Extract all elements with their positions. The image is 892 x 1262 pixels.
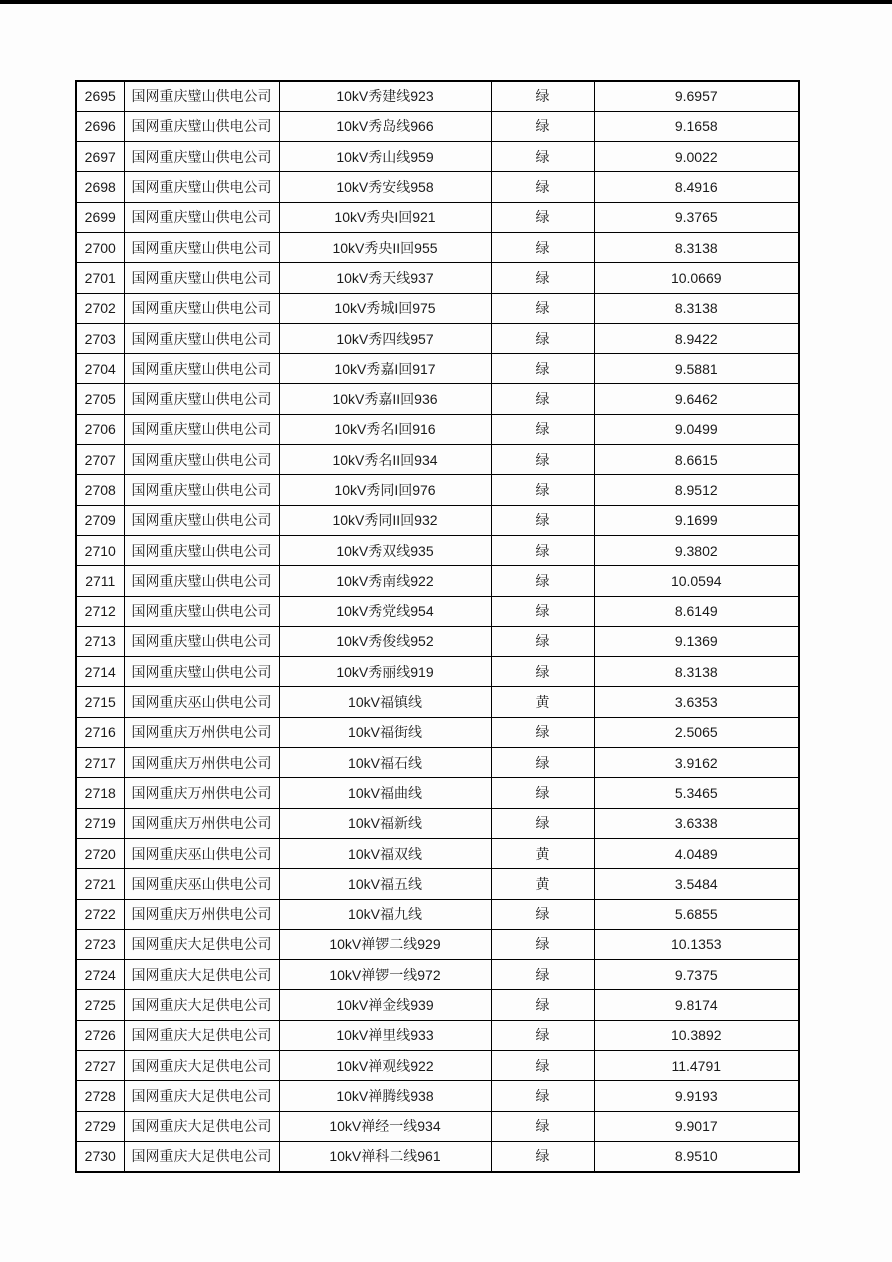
line-name-cell: 10kV福石线 (279, 748, 491, 778)
table-row (76, 505, 799, 535)
line-name-cell: 10kV禅经一线934 (279, 1111, 491, 1141)
line-name-cell: 10kV秀天线937 (279, 263, 491, 293)
value-cell: 9.5881 (594, 354, 799, 384)
value-cell: 9.9017 (594, 1111, 799, 1141)
status-cell: 绿 (491, 748, 594, 778)
company-cell: 国网重庆璧山供电公司 (124, 81, 279, 111)
line-name-cell: 10kV秀双线935 (279, 535, 491, 565)
status-cell: 黄 (491, 838, 594, 868)
value-cell: 8.4916 (594, 172, 799, 202)
table-row (76, 1141, 799, 1171)
row-number-cell: 2698 (76, 172, 124, 202)
value-cell: 8.3138 (594, 657, 799, 687)
line-name-cell: 10kV秀南线922 (279, 566, 491, 596)
value-cell: 3.6353 (594, 687, 799, 717)
row-number-cell: 2705 (76, 384, 124, 414)
row-number-cell: 2709 (76, 505, 124, 535)
value-cell: 10.3892 (594, 1020, 799, 1050)
line-name-cell: 10kV秀嘉II回936 (279, 384, 491, 414)
row-number-cell: 2695 (76, 81, 124, 111)
line-name-cell: 10kV禅腾线938 (279, 1081, 491, 1111)
row-number-cell: 2721 (76, 869, 124, 899)
row-number-cell: 2729 (76, 1111, 124, 1141)
row-number-cell: 2701 (76, 263, 124, 293)
row-number-cell: 2703 (76, 323, 124, 353)
table-row (76, 960, 799, 990)
company-cell: 国网重庆璧山供电公司 (124, 414, 279, 444)
company-cell: 国网重庆璧山供电公司 (124, 172, 279, 202)
value-cell: 9.0499 (594, 414, 799, 444)
row-number-cell: 2714 (76, 657, 124, 687)
table-row (76, 293, 799, 323)
value-cell: 8.9512 (594, 475, 799, 505)
row-number-cell: 2718 (76, 778, 124, 808)
row-number-cell: 2716 (76, 717, 124, 747)
company-cell: 国网重庆璧山供电公司 (124, 626, 279, 656)
line-name-cell: 10kV禅里线933 (279, 1020, 491, 1050)
status-cell: 绿 (491, 445, 594, 475)
row-number-cell: 2726 (76, 1020, 124, 1050)
table-row (76, 778, 799, 808)
value-cell: 8.6615 (594, 445, 799, 475)
table-row (76, 596, 799, 626)
line-name-cell: 10kV禅锣一线972 (279, 960, 491, 990)
status-cell: 绿 (491, 323, 594, 353)
table-row (76, 838, 799, 868)
table-row (76, 323, 799, 353)
table-row (76, 263, 799, 293)
company-cell: 国网重庆大足供电公司 (124, 1051, 279, 1081)
table-row (76, 1051, 799, 1081)
status-cell: 绿 (491, 354, 594, 384)
line-name-cell: 10kV秀党线954 (279, 596, 491, 626)
line-name-cell: 10kV福九线 (279, 899, 491, 929)
row-number-cell: 2704 (76, 354, 124, 384)
value-cell: 2.5065 (594, 717, 799, 747)
company-cell: 国网重庆大足供电公司 (124, 1111, 279, 1141)
company-cell: 国网重庆璧山供电公司 (124, 202, 279, 232)
company-cell: 国网重庆万州供电公司 (124, 899, 279, 929)
status-cell: 绿 (491, 505, 594, 535)
company-cell: 国网重庆璧山供电公司 (124, 657, 279, 687)
value-cell: 9.9193 (594, 1081, 799, 1111)
line-name-cell: 10kV秀央II回955 (279, 232, 491, 262)
value-cell: 8.6149 (594, 596, 799, 626)
table-row (76, 475, 799, 505)
status-cell: 绿 (491, 475, 594, 505)
line-name-cell: 10kV秀名II回934 (279, 445, 491, 475)
value-cell: 8.3138 (594, 293, 799, 323)
row-number-cell: 2720 (76, 838, 124, 868)
company-cell: 国网重庆万州供电公司 (124, 748, 279, 778)
line-name-cell: 10kV秀安线958 (279, 172, 491, 202)
company-cell: 国网重庆大足供电公司 (124, 1081, 279, 1111)
status-cell: 绿 (491, 1141, 594, 1171)
table-row (76, 445, 799, 475)
row-number-cell: 2702 (76, 293, 124, 323)
company-cell: 国网重庆璧山供电公司 (124, 535, 279, 565)
table-row (76, 990, 799, 1020)
table-body (76, 81, 799, 1172)
line-name-cell: 10kV秀名I回916 (279, 414, 491, 444)
company-cell: 国网重庆巫山供电公司 (124, 869, 279, 899)
status-cell: 绿 (491, 990, 594, 1020)
row-number-cell: 2699 (76, 202, 124, 232)
row-number-cell: 2730 (76, 1141, 124, 1171)
line-name-cell: 10kV福镇线 (279, 687, 491, 717)
line-name-cell: 10kV秀建线923 (279, 81, 491, 111)
company-cell: 国网重庆大足供电公司 (124, 929, 279, 959)
row-number-cell: 2696 (76, 111, 124, 141)
line-name-cell: 10kV福曲线 (279, 778, 491, 808)
status-cell: 绿 (491, 1081, 594, 1111)
status-cell: 绿 (491, 899, 594, 929)
status-cell: 绿 (491, 232, 594, 262)
table-row (76, 657, 799, 687)
table-row (76, 535, 799, 565)
company-cell: 国网重庆璧山供电公司 (124, 384, 279, 414)
value-cell: 9.0022 (594, 142, 799, 172)
table-row (76, 81, 799, 111)
line-name-cell: 10kV秀嘉I回917 (279, 354, 491, 384)
company-cell: 国网重庆璧山供电公司 (124, 111, 279, 141)
value-cell: 9.8174 (594, 990, 799, 1020)
line-name-cell: 10kV秀岛线966 (279, 111, 491, 141)
row-number-cell: 2725 (76, 990, 124, 1020)
company-cell: 国网重庆大足供电公司 (124, 990, 279, 1020)
value-cell: 9.1658 (594, 111, 799, 141)
value-cell: 10.1353 (594, 929, 799, 959)
company-cell: 国网重庆璧山供电公司 (124, 445, 279, 475)
line-name-cell: 10kV秀同I回976 (279, 475, 491, 505)
line-name-cell: 10kV福双线 (279, 838, 491, 868)
table-row (76, 232, 799, 262)
status-cell: 绿 (491, 960, 594, 990)
status-cell: 黄 (491, 687, 594, 717)
line-name-cell: 10kV秀城I回975 (279, 293, 491, 323)
line-name-cell: 10kV禅金线939 (279, 990, 491, 1020)
company-cell: 国网重庆璧山供电公司 (124, 596, 279, 626)
status-cell: 绿 (491, 535, 594, 565)
row-number-cell: 2727 (76, 1051, 124, 1081)
value-cell: 9.7375 (594, 960, 799, 990)
value-cell: 5.6855 (594, 899, 799, 929)
company-cell: 国网重庆大足供电公司 (124, 1020, 279, 1050)
status-cell: 绿 (491, 717, 594, 747)
value-cell: 9.6462 (594, 384, 799, 414)
table-row (76, 899, 799, 929)
company-cell: 国网重庆巫山供电公司 (124, 687, 279, 717)
company-cell: 国网重庆璧山供电公司 (124, 232, 279, 262)
value-cell: 10.0594 (594, 566, 799, 596)
table-row (76, 687, 799, 717)
company-cell: 国网重庆万州供电公司 (124, 717, 279, 747)
table-row (76, 354, 799, 384)
line-name-cell: 10kV福新线 (279, 808, 491, 838)
status-cell: 绿 (491, 778, 594, 808)
row-number-cell: 2713 (76, 626, 124, 656)
line-name-cell: 10kV秀山线959 (279, 142, 491, 172)
table-row (76, 626, 799, 656)
company-cell: 国网重庆万州供电公司 (124, 808, 279, 838)
value-cell: 3.5484 (594, 869, 799, 899)
status-cell: 绿 (491, 111, 594, 141)
table-row (76, 414, 799, 444)
line-name-cell: 10kV秀俊线952 (279, 626, 491, 656)
status-cell: 绿 (491, 626, 594, 656)
page-top-bar (0, 0, 892, 4)
table-row (76, 808, 799, 838)
line-name-cell: 10kV禅科二线961 (279, 1141, 491, 1171)
value-cell: 9.3765 (594, 202, 799, 232)
row-number-cell: 2722 (76, 899, 124, 929)
line-name-cell: 10kV秀同II回932 (279, 505, 491, 535)
status-cell: 绿 (491, 1111, 594, 1141)
value-cell: 9.1369 (594, 626, 799, 656)
company-cell: 国网重庆璧山供电公司 (124, 323, 279, 353)
value-cell: 3.6338 (594, 808, 799, 838)
line-data-table (75, 80, 800, 1173)
status-cell: 绿 (491, 142, 594, 172)
status-cell: 绿 (491, 293, 594, 323)
row-number-cell: 2710 (76, 535, 124, 565)
value-cell: 5.3465 (594, 778, 799, 808)
line-name-cell: 10kV秀四线957 (279, 323, 491, 353)
table-row (76, 1081, 799, 1111)
status-cell: 绿 (491, 263, 594, 293)
status-cell: 绿 (491, 566, 594, 596)
row-number-cell: 2719 (76, 808, 124, 838)
table-row (76, 717, 799, 747)
table-row (76, 1111, 799, 1141)
company-cell: 国网重庆璧山供电公司 (124, 142, 279, 172)
company-cell: 国网重庆大足供电公司 (124, 1141, 279, 1171)
value-cell: 8.9422 (594, 323, 799, 353)
value-cell: 9.1699 (594, 505, 799, 535)
value-cell: 8.3138 (594, 232, 799, 262)
value-cell: 4.0489 (594, 838, 799, 868)
row-number-cell: 2715 (76, 687, 124, 717)
row-number-cell: 2708 (76, 475, 124, 505)
status-cell: 绿 (491, 384, 594, 414)
status-cell: 绿 (491, 172, 594, 202)
table-row (76, 748, 799, 778)
table-row (76, 929, 799, 959)
status-cell: 绿 (491, 596, 594, 626)
company-cell: 国网重庆璧山供电公司 (124, 354, 279, 384)
row-number-cell: 2706 (76, 414, 124, 444)
table-row (76, 202, 799, 232)
value-cell: 9.3802 (594, 535, 799, 565)
company-cell: 国网重庆大足供电公司 (124, 960, 279, 990)
company-cell: 国网重庆万州供电公司 (124, 778, 279, 808)
row-number-cell: 2711 (76, 566, 124, 596)
line-name-cell: 10kV秀丽线919 (279, 657, 491, 687)
status-cell: 绿 (491, 929, 594, 959)
table-row (76, 142, 799, 172)
value-cell: 3.9162 (594, 748, 799, 778)
company-cell: 国网重庆璧山供电公司 (124, 566, 279, 596)
line-name-cell: 10kV秀央I回921 (279, 202, 491, 232)
row-number-cell: 2697 (76, 142, 124, 172)
line-name-cell: 10kV福五线 (279, 869, 491, 899)
status-cell: 绿 (491, 202, 594, 232)
table-row (76, 566, 799, 596)
table-row (76, 869, 799, 899)
status-cell: 绿 (491, 1020, 594, 1050)
line-name-cell: 10kV禅锣二线929 (279, 929, 491, 959)
status-cell: 黄 (491, 869, 594, 899)
company-cell: 国网重庆璧山供电公司 (124, 505, 279, 535)
company-cell: 国网重庆璧山供电公司 (124, 263, 279, 293)
row-number-cell: 2723 (76, 929, 124, 959)
status-cell: 绿 (491, 81, 594, 111)
company-cell: 国网重庆巫山供电公司 (124, 838, 279, 868)
table-row (76, 1020, 799, 1050)
row-number-cell: 2707 (76, 445, 124, 475)
company-cell: 国网重庆璧山供电公司 (124, 475, 279, 505)
row-number-cell: 2728 (76, 1081, 124, 1111)
status-cell: 绿 (491, 1051, 594, 1081)
status-cell: 绿 (491, 657, 594, 687)
row-number-cell: 2700 (76, 232, 124, 262)
status-cell: 绿 (491, 414, 594, 444)
row-number-cell: 2717 (76, 748, 124, 778)
value-cell: 9.6957 (594, 81, 799, 111)
company-cell: 国网重庆璧山供电公司 (124, 293, 279, 323)
value-cell: 8.9510 (594, 1141, 799, 1171)
table-row (76, 111, 799, 141)
line-name-cell: 10kV福街线 (279, 717, 491, 747)
value-cell: 10.0669 (594, 263, 799, 293)
row-number-cell: 2724 (76, 960, 124, 990)
status-cell: 绿 (491, 808, 594, 838)
table-row (76, 384, 799, 414)
table-row (76, 172, 799, 202)
line-name-cell: 10kV禅观线922 (279, 1051, 491, 1081)
value-cell: 11.4791 (594, 1051, 799, 1081)
row-number-cell: 2712 (76, 596, 124, 626)
